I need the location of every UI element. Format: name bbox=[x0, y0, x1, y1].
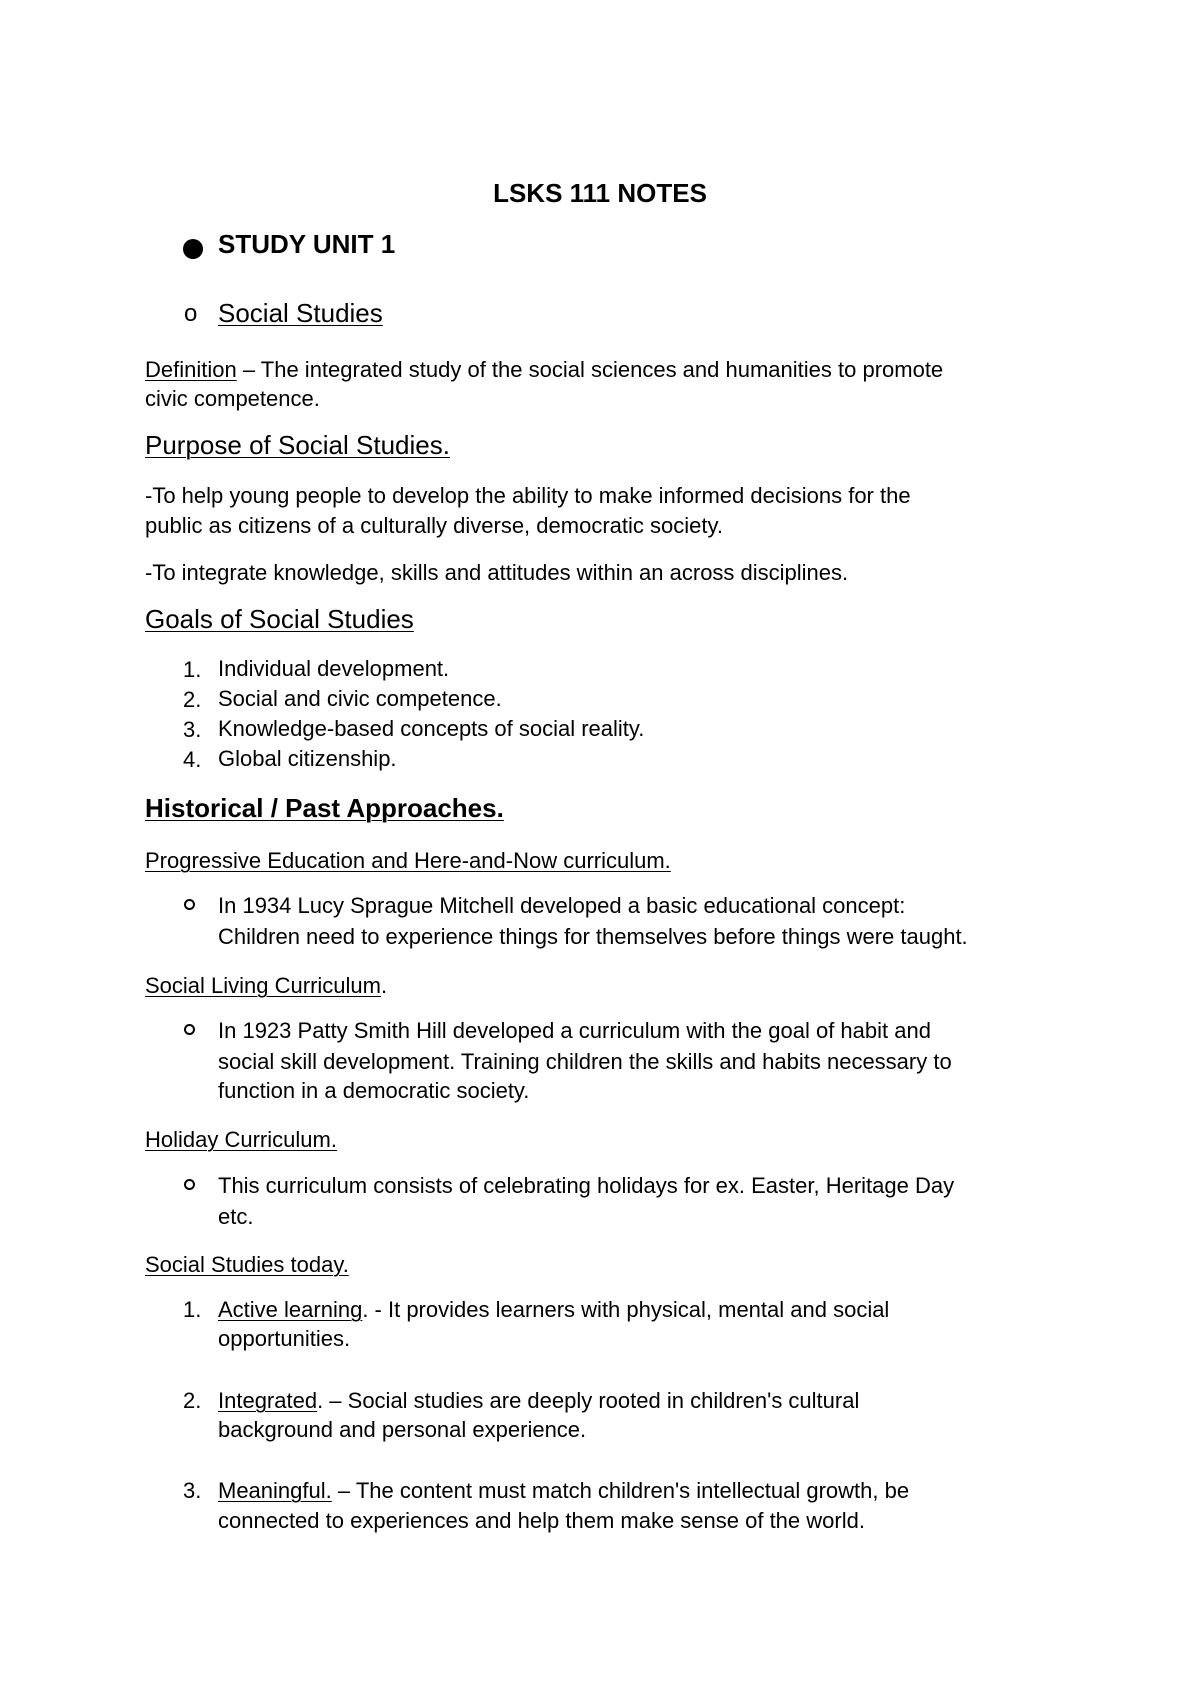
holiday-subheading: Holiday Curriculum. bbox=[145, 1127, 337, 1152]
today-item-line-2: connected to experiences and help them make sense of the world. bbox=[218, 1508, 865, 1533]
goal-item: Global citizenship. bbox=[218, 746, 397, 771]
definition-text: – The integrated study of the social sciences and humanities to promote bbox=[236, 357, 944, 382]
today-desc: . - It provides learners with physical, mental and social bbox=[362, 1297, 890, 1322]
social-living-line-3: function in a democratic society. bbox=[218, 1078, 530, 1103]
purpose-heading: Purpose of Social Studies. bbox=[145, 430, 450, 460]
historical-heading: Historical / Past Approaches. bbox=[145, 793, 504, 823]
purpose-paragraph-1-line-2: public as citizens of a culturally diverse, democratic society. bbox=[145, 513, 723, 538]
filled-bullet-icon bbox=[183, 239, 203, 259]
definition-label: Definition bbox=[145, 357, 237, 382]
goal-number: 3. bbox=[183, 717, 202, 742]
hollow-bullet-icon: o bbox=[184, 300, 198, 327]
goal-number: 4. bbox=[183, 747, 202, 772]
social-living-subheading: Social Living Curriculum bbox=[145, 973, 381, 998]
ring-bullet-icon bbox=[184, 899, 195, 910]
today-number: 1. bbox=[183, 1297, 202, 1322]
today-term: Active learning bbox=[218, 1297, 363, 1322]
progressive-line-2: Children need to experience things for themselves before things were taught. bbox=[218, 924, 968, 949]
social-studies-heading: Social Studies bbox=[218, 298, 383, 328]
goal-number: 1. bbox=[183, 657, 202, 682]
purpose-paragraph-2: -To integrate knowledge, skills and attitudes within an across disciplines. bbox=[145, 560, 849, 585]
holiday-line-1: This curriculum consists of celebrating holidays for ex. Easter, Heritage Day bbox=[218, 1173, 955, 1198]
unit-heading: STUDY UNIT 1 bbox=[218, 229, 396, 259]
today-term: Integrated bbox=[218, 1388, 318, 1413]
today-subheading: Social Studies today. bbox=[145, 1252, 349, 1277]
goal-item: Social and civic competence. bbox=[218, 686, 502, 711]
goal-number: 2. bbox=[183, 687, 202, 712]
progressive-line-1: In 1934 Lucy Sprague Mitchell developed a basic educational concept: bbox=[218, 893, 906, 918]
today-number: 3. bbox=[183, 1478, 202, 1503]
today-term: Meaningful. bbox=[218, 1478, 332, 1503]
definition-line-2: civic competence. bbox=[145, 386, 320, 411]
page-title: LSKS 111 NOTES bbox=[493, 178, 707, 208]
today-item-line-1 bbox=[218, 1476, 909, 1506]
social-living-line-1: In 1923 Patty Smith Hill developed a curriculum with the goal of habit and bbox=[218, 1018, 931, 1043]
today-item-line-1 bbox=[218, 1295, 889, 1325]
purpose-paragraph-1-line-1: -To help young people to develop the ability to make informed decisions for the bbox=[145, 483, 911, 508]
progressive-subheading: Progressive Education and Here-and-Now curriculum. bbox=[145, 848, 671, 873]
social-living-suffix: . bbox=[380, 973, 388, 998]
today-item-line-2: opportunities. bbox=[218, 1326, 351, 1351]
goal-item: Individual development. bbox=[218, 656, 450, 681]
definition-line-1 bbox=[145, 355, 943, 385]
today-desc: . – Social studies are deeply rooted in children's cultural bbox=[317, 1388, 860, 1413]
social-living-subheading-line bbox=[145, 971, 387, 1001]
goals-heading: Goals of Social Studies bbox=[145, 604, 414, 634]
today-item-line-1 bbox=[218, 1386, 859, 1416]
today-desc: – The content must match children's intellectual growth, be bbox=[331, 1478, 910, 1503]
today-item-line-2: background and personal experience. bbox=[218, 1417, 587, 1442]
ring-bullet-icon bbox=[184, 1024, 195, 1035]
goal-item: Knowledge-based concepts of social reality. bbox=[218, 716, 645, 741]
social-living-line-2: social skill development. Training children the skills and habits necessary to bbox=[218, 1049, 952, 1074]
today-number: 2. bbox=[183, 1388, 202, 1413]
ring-bullet-icon bbox=[184, 1179, 195, 1190]
holiday-line-2: etc. bbox=[218, 1204, 254, 1229]
